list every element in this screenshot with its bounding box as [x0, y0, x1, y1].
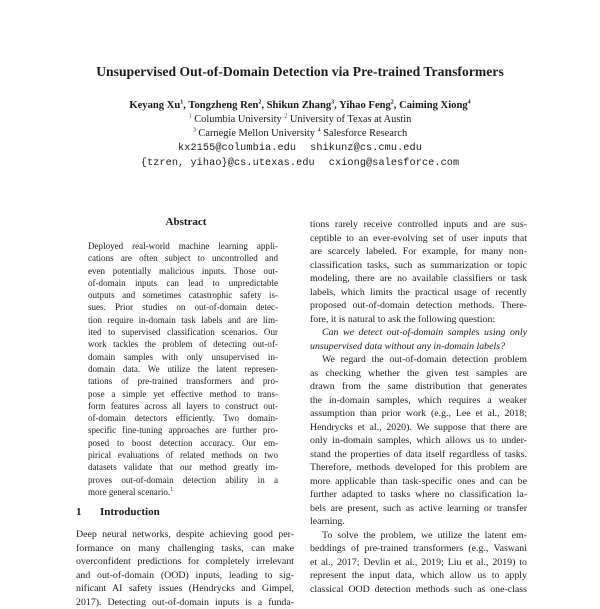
abstract-heading: Abstract: [80, 216, 292, 228]
author-name: Shikun Zhang: [267, 100, 332, 111]
email-address: kx2155@columbia.edu: [178, 143, 296, 154]
abstract-line: of-domain detectors efficiently. Two domain-: [88, 412, 278, 424]
body-text-line: Therefore, methods developed for this problem are: [310, 461, 527, 475]
section-heading-introduction: [76, 506, 160, 518]
abstract-line: datasets validate that our method greatly im-: [88, 461, 278, 473]
email-address: {tzren, yihao}@cs.utexas.edu: [141, 158, 315, 169]
abstract-last-line: [88, 486, 278, 498]
affiliation-mark: 2: [284, 114, 287, 120]
body-text-line: et al., 2017; Devlin et al., 2019; Liu et al., 2019) to: [310, 556, 527, 570]
body-text-line: further adapted to tasks where no classification la-: [310, 488, 527, 502]
author-name: Yihao Feng: [339, 100, 391, 111]
author-affiliation-mark: 2: [391, 99, 394, 105]
author-affiliation-mark: 3: [331, 99, 334, 105]
body-text-line: assumption than prior work (e.g., Lee et al., 2018;: [310, 407, 527, 421]
introduction-line: formance on many challenging tasks, can make: [76, 542, 294, 556]
author-affiliation-mark: 2: [258, 99, 261, 105]
body-text-line: tions rarely receive controlled inputs and are sus-: [310, 218, 527, 232]
abstract-line: form features across all layers to construct out-: [88, 400, 278, 412]
body-text-line: classification tasks, such as summarization or topic: [310, 259, 527, 273]
abstract-line: domain samples with only unsupervised in-: [88, 351, 278, 363]
body-text-line: classical OOD detection methods such as one-class: [310, 583, 527, 597]
email-line-1: [0, 142, 600, 155]
body-text-line: stand the properties of data itself regardless of tasks.: [310, 448, 527, 462]
affiliation-name: University of Texas at Austin: [287, 114, 411, 125]
abstract-body: [88, 240, 278, 498]
body-text-line: drawn from the same distribution that generates: [310, 380, 527, 394]
section-title: Introduction: [100, 506, 160, 518]
abstract-line: outputs and sometimes catastrophic safety is-: [88, 289, 278, 301]
body-text-line: learning.: [310, 515, 527, 529]
abstract-line: of-domain inputs can lead to unpredictable: [88, 277, 278, 289]
body-text-line: labels, which limits the practical usage of recently: [310, 286, 527, 300]
affiliation-mark: 3: [193, 128, 196, 134]
introduction-line: overconfident predictions for completely irrelevant: [76, 555, 294, 569]
abstract-line: specific fine-tuning approaches are further pro-: [88, 424, 278, 436]
body-text-line: represent the input data, which allow us to apply: [310, 569, 527, 583]
abstract-line: posed to boost detection accuracy. Our em-: [88, 437, 278, 449]
abstract-line: tations of pre-trained transformers and pro-: [88, 375, 278, 387]
introduction-line: Deep neural networks, despite achieving good per-: [76, 528, 294, 542]
paper-title: Unsupervised Out-of-Domain Detection via Pre-trained Transformers: [0, 64, 600, 80]
footnote-mark: 1: [170, 487, 173, 493]
author-affiliation-mark: 1: [180, 99, 183, 105]
body-text-line: We regard the out-of-domain detection problem: [310, 353, 527, 367]
introduction-body: [76, 528, 294, 609]
body-text-line: only in-domain samples, which allows us to under-: [310, 434, 527, 448]
section-number: 1: [76, 506, 100, 518]
abstract-line: cations are often subject to uncontrolled and: [88, 252, 278, 264]
body-text-line: modeling, there are no available classifiers or task: [310, 272, 527, 286]
body-text-line: are scarcely labeled. For example, for many non-: [310, 245, 527, 259]
abstract-line: tion require in-domain task labels and are lim-: [88, 314, 278, 326]
affiliation-name: Columbia University: [192, 114, 285, 125]
affiliation-name: Salesforce Research: [321, 128, 408, 139]
affiliation-name: Carnegie Mellon University: [196, 128, 318, 139]
introduction-line: and out-of-domain (OOD) inputs, leading to sig-: [76, 569, 294, 583]
email-address: cxiong@salesforce.com: [329, 158, 459, 169]
body-text-line: Can we detect out-of-domain samples using only: [310, 326, 527, 340]
abstract-line: work tackles the problem of detecting out-of-: [88, 338, 278, 350]
body-text-line: ceptible to an ever-evolving set of user inputs that: [310, 232, 527, 246]
body-text-line: beddings of pre-trained transformers (e.g., Vaswani: [310, 542, 527, 556]
body-text-line: Hendrycks et al., 2020). We suppose that there are: [310, 421, 527, 435]
body-text-line: fore, it is natural to ask the following question:: [310, 313, 527, 327]
abstract-line-text: more general scenario.: [88, 487, 170, 497]
abstract-line: ited to supervised classification scenarios. Our: [88, 326, 278, 338]
affiliation-mark: 4: [318, 128, 321, 134]
abstract-line: proves out-of-domain detection ability in a: [88, 474, 278, 486]
body-text-line: proposed out-of-domain detection methods. There-: [310, 299, 527, 313]
author-name: Tongzheng Ren: [188, 100, 258, 111]
introduction-line: nificant AI safety issues (Hendrycks and Gimpel,: [76, 582, 294, 596]
author-name: Keyang Xu: [129, 100, 180, 111]
body-text-line: more applicable than task-specific ones and can be: [310, 475, 527, 489]
body-text-line: as checking whether the given test samples are: [310, 367, 527, 381]
abstract-line: pirical evaluations of related methods on two: [88, 449, 278, 461]
abstract-line: domain data. We utilize the latent represen-: [88, 363, 278, 375]
author-list: Keyang Xu$^1$, Tongzheng Ren$^2$, Shikun Zhang$^3$, Yihao Feng$^2$, Caiming Xiong$^4$: [0, 99, 600, 112]
affiliation-line-1: [0, 113, 600, 126]
abstract-line: sues. Prior studies on out-of-domain detec-: [88, 301, 278, 313]
author-name: Caiming Xiong: [399, 100, 468, 111]
affiliation-line-2: [0, 127, 600, 140]
body-text-line: To solve the problem, we utilize the latent em-: [310, 529, 527, 543]
abstract-line: Deployed real-world machine learning appli-: [88, 240, 278, 252]
introduction-line: 2017). Detecting out-of-domain inputs is a funda-: [76, 596, 294, 609]
affiliation-mark: 1: [189, 114, 192, 120]
right-column-body: [310, 218, 527, 596]
body-text-line: unsupervised data without any in-domain labels?: [310, 340, 527, 354]
abstract-lines: [88, 240, 278, 486]
abstract-line: pose a simple yet effective method to trans-: [88, 388, 278, 400]
email-address: shikunz@cs.cmu.edu: [310, 143, 422, 154]
body-text-line: the in-domain samples, which requires a weaker: [310, 394, 527, 408]
abstract-line: even potentially malicious inputs. Those out-: [88, 265, 278, 277]
body-text-line: bels are present, such as active learning or transfer: [310, 502, 527, 516]
author-affiliation-mark: 4: [468, 99, 471, 105]
email-line-2: [0, 157, 600, 170]
